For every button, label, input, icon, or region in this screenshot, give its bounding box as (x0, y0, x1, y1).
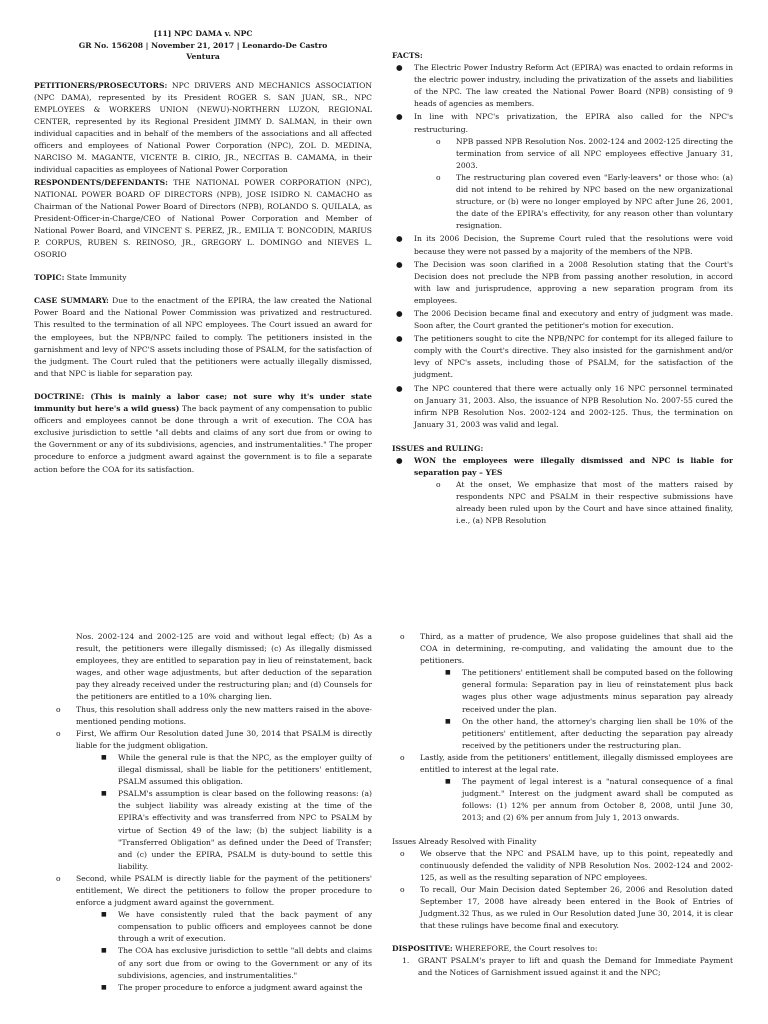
issues-list (392, 455, 733, 528)
circle-bullet-icon: o (436, 480, 441, 490)
facts-subitem: o NPB passed NPB Resolution Nos. 2002-124 and 2002-125 directing the termination from service of all NPC employees effective January 31, 2003. (436, 136, 733, 170)
facts-subitem: o The restructuring plan covered even "Early-leavers" or those who: (a) did not intend to be rehired by NPC based on the new organizational structure, or (b) were no longer employed by NPC after June 26, 2001, the date of the EPIRA's effectivity, for any reason other than voluntary resignation. (436, 172, 733, 231)
bullet-icon: ● (396, 456, 403, 465)
doctrine-paragraph (34, 391, 372, 476)
square-bullet-icon: ■ (101, 790, 107, 798)
ruling-detail: ■ PSALM's assumption is clear based on the following reasons: (a) the subject liability was already existing at the time of the EPIRA's effectivity and was transferred from NPC to PSALM by virtue of Section 49 of the law; (b) the subject liability is a "Transferred Obligation" as defined under the Deed of Transfer; and (c) under the EPIRA, PSALM is duty-bound to settle this liability. (101, 789, 372, 871)
ruling-detail: ■ On the other hand, the attorney's charging lien shall be 10% of the petitioners' entitlement, after deducting the separation pay already received by the petitioners under the restructuring plan. (445, 716, 733, 750)
ruling-subitem: o Second, while PSALM is directly liable for the payment of the petitioners' entitlement, We direct the petitioners to follow the proper procedure to enforce a judgment award against the government. ■ We have consistently ruled that the back payment of any compensation to public officers and employees cannot be done through a writ of execution. ■ The COA has exclusive jurisdiction to settle "all debts and claims of any sort due from or owing to the Government or any of its subdivisions, agencies, and instrumentalities." ■ The proper procedure to enforce a judgment award against the (54, 873, 372, 994)
square-bullet-icon: ■ (445, 669, 451, 677)
ruling-list (54, 704, 372, 994)
petitioners-paragraph (34, 80, 372, 177)
topic-label: TOPIC: (34, 273, 65, 283)
facts-item: ● The Electric Power Industry Reform Act (EPIRA) was enacted to ordain reforms in the electric power industry, including the privatization of the assets and liabilities of the NPC. The law created the National Power Board (NPB) consisting of 9 heads of agencies as members. (396, 63, 733, 109)
bullet-icon: ● (396, 334, 403, 344)
page1-right-column (392, 50, 733, 560)
ruling-subitem: o At the onset, We emphasize that most of the matters raised by respondents NPC and PSALM in their respective submissions have already been ruled upon by the Court and have since attained finality, i.e., (a) NPB Resolution (436, 480, 733, 526)
topic-paragraph (34, 272, 372, 284)
ruling-subitem: o First, We affirm Our Resolution dated June 30, 2014 that PSALM is directly liable for the judgment obligation. ■ While the general rule is that the NPC, as the employer guilty of illegal dismissal, shall be liable for the petitioners' entitlement, PSALM assumed this obligation. ■ PSALM's assumption is clear based on the following reasons: (a) the subject liability was already existing at the time of the EPIRA's effectivity and was transferred from NPC to PSALM by virtue of Section 49 of the law; (b) the subject liability is a "Transferred Obligation" as defined under the Deed of Transfer; and (c) under the EPIRA, PSALM is duty-bound to settle this liability. (54, 728, 372, 873)
case-summary-paragraph (34, 295, 372, 380)
dispositive-item: 1. GRANT PSALM's prayer to lift and quash the Demand for Immediate Payment and the Notices of Garnishment issued against it and the NPC; (402, 956, 733, 978)
dispositive-number: 1. (402, 956, 410, 966)
case-title: [11] NPC DAMA v. NPC (153, 29, 253, 38)
bullet-icon: ● (396, 234, 403, 244)
page-gap (0, 560, 768, 615)
facts-item: ● The NPC countered that there were actually only 16 NPC personnel terminated on January 31, 2003. Also, the issuance of NPB Resolution No. 2007-55 cured the infirm NPB Resolution Nos. 2002-124 and 2002-125. Thus, the termination on January 31, 2003 was valid and legal. (396, 383, 733, 429)
resolved-item: o To recall, Our Main Decision dated September 26, 2006 and Resolution dated September 17, 2008 have already been entered in the Book of Entries of Judgment.32 Thus, as we ruled in Our Resolution dated June 30, 2014, it is clear that these rulings have become final and executory. (400, 884, 733, 931)
ruling-detail: ■ The COA has exclusive jurisdiction to settle "all debts and claims of any sort due from or owing to the Government or any of its subdivisions, agencies, and instrumentalities." (101, 946, 372, 980)
facts-list (392, 62, 733, 431)
respondents-paragraph (34, 177, 372, 262)
petitioners-text: NPC DRIVERS AND MECHANICS ASSOCIATION (NPC DAMA), represented by its President ROGER S. SAN JUAN, SR., NPC EMPLOYEES & WORKERS UNION (NEWU)-NORTHERN LUZON, REGIONAL CENTER, represented by its Regional President JIMMY D. SALMAN, in their own individual capacities and in behalf of the members of the associations and all affected officers and employees of National Power Corporation (NPC), ZOL D. MEDINA, NARCISO M. MAGANTE, VICENTE B. CIRIO, JR., NECITAS B. CAMAMA, in their individual capacities as employees of National Power Corporation (34, 80, 372, 175)
square-bullet-icon: ■ (445, 717, 451, 725)
bullet-icon: ● (396, 259, 403, 269)
digest-author: Ventura (186, 52, 220, 62)
circle-bullet-icon: o (56, 704, 61, 714)
case-citation: GR No. 156208 | November 21, 2017 | Leonardo-De Castro (78, 40, 328, 50)
resolved-item: o We observe that the NPC and PSALM have, up to this point, repeatedly and continuously defended the validity of NPB Resolution Nos. 2002-124 and 2002-125, as well as the resulting separation of NPC employees. (400, 848, 733, 882)
page2-left-column (34, 631, 372, 1024)
ruling-detail: ■ The petitioners' entitlement shall be computed based on the following general formula: Separation pay in lieu of reinstatement plus back wages plus other wage adjustments minus separation pay already received under the plan. (445, 668, 733, 714)
square-bullet-icon: ■ (445, 778, 451, 786)
facts-item: ● In line with NPC's privatization, the EPIRA also called for the NPC's restructuring. o NPB passed NPB Resolution Nos. 2002-124 and 2002-125 directing the termination from service of all NPC employees effective January 31, 2003. o The restructuring plan covered even "Early-leavers" or those who: (a) did not intend to be rehired by NPC based on the new organizational structure, or (b) were no longer employed by NPC after June 26, 2001, the date of the EPIRA's effectivity, for any reason other than voluntary resignation. (392, 111, 733, 232)
square-bullet-icon: ■ (101, 753, 107, 761)
bullet-icon: ● (396, 112, 403, 122)
issues-resolved-heading: Issues Already Resolved with Finality (392, 836, 537, 846)
circle-bullet-icon: o (56, 728, 61, 738)
ruling-list-continued (398, 631, 733, 825)
issues-heading: ISSUES and RULING: (392, 443, 484, 453)
ruling-detail: ■ The payment of legal interest is a "natural consequence of a final judgment." Interest on the judgment award shall be computed as follows: (1) 12% per annum from October 8, 2008, until June 30, 2013; and (2) 6% per annum from July 1, 2013 onwards. (445, 777, 733, 823)
square-bullet-icon: ■ (101, 911, 107, 919)
petitioners-label: PETITIONERS/PROSECUTORS: (34, 80, 168, 90)
ruling-detail: ■ The proper procedure to enforce a judgment award against the (96, 982, 372, 994)
facts-item: ● The 2006 Decision became final and executory and entry of judgment was made. Soon after, the Court granted the petitioner's motion for execution. (396, 308, 733, 331)
circle-bullet-icon: o (400, 752, 405, 762)
issues-resolved-list (398, 848, 733, 933)
bullet-icon: ● (396, 383, 403, 393)
case-summary-text: Due to the enactment of the EPIRA, the law created the National Power Board and the National Power Commission was privatized and restructured. This resulted to the termination of all NPC employees. The Court issued an award for the employees, but the NPB/NPC failed to comply. The petitioners insisted in the garnishment and levy of NPC'S assets including those of PSALM, for the satisfaction of the judgment. The Court ruled that the petitioners were actually illegally dismissed, and that NPC is liable for separation pay. (34, 296, 372, 378)
square-bullet-icon: ■ (101, 983, 107, 991)
page2-right-column (392, 631, 733, 1024)
bullet-icon: ● (396, 63, 403, 73)
facts-item: ● The petitioners sought to cite the NPB/NPC for contempt for its alleged failure to comply with the Court's directive. They also insisted for the garnishment and/or levy of NPC's assets, including those of PSALM, for the satisfaction of the judgment. (396, 334, 733, 380)
dispositive-list (392, 955, 733, 979)
doctrine-text: The back payment of any compensation to public officers and employees cannot be done through a writ of execution. The COA has exclusive jurisdiction to settle "all debts and claims of any sort due from or owing to the Government or any of its subdivisions, agencies, and instrumentalities." The proper procedure to enforce a judgment award against the government is to file a separate action before the COA for its satisfaction. (34, 404, 372, 474)
ruling-subitem: o Thus, this resolution shall address only the new matters raised in the above-mentioned pending motions. (56, 704, 372, 726)
issue-item: ● WON the employees were illegally dismissed and NPC is liable for separation pay – YES o At the onset, We emphasize that most of the matters raised by respondents NPC and PSALM in their respective submissions have already been ruled upon by the Court and have since attained finality, i.e., (a) NPB Resolution (392, 455, 733, 528)
respondents-label: RESPONDENTS/DEFENDANTS: (34, 177, 168, 187)
document-page-2 (0, 615, 768, 1024)
bullet-icon: ● (396, 308, 403, 318)
respondents-text: THE NATIONAL POWER CORPORATION (NPC), NATIONAL POWER BOARD OF DIRECTORS (NPB), JOSE ISIDRO N. CAMACHO as Chairman of the National Power Board of Directors (NPB), ROLANDO S. QUILALA, as President-Officer-in-Charge/CEO of National Power Corporation and Member of National Power Board, and VINCENT S. PEREZ, JR., EMILIA T. BONCODIN, MARIUS P. CORPUS, RUBEN S. REINOSO, JR., GREGORY L. DOMINGO and NIEVES L. OSORIO (34, 177, 372, 260)
case-summary-label: CASE SUMMARY: (34, 296, 109, 306)
circle-bullet-icon: o (436, 136, 441, 146)
dispositive-paragraph (392, 943, 733, 955)
circle-bullet-icon: o (436, 172, 441, 182)
square-bullet-icon: ■ (101, 947, 107, 955)
ruling-subitem: o Lastly, aside from the petitioners' entitlement, illegally dismissed employees are entitled to interest at the legal rate. ■ The payment of legal interest is a "natural consequence of a final judgment." Interest on the judgment award shall be computed as follows: (1) 12% per annum from October 8, 2008, until June 30, 2013; and (2) 6% per annum from July 1, 2013 onwards. (398, 752, 733, 825)
circle-bullet-icon: o (400, 632, 405, 641)
ruling-detail: ■ We have consistently ruled that the back payment of any compensation to public officers and employees cannot be done through a writ of execution. (101, 910, 372, 944)
circle-bullet-icon: o (400, 848, 405, 858)
dispositive-label: DISPOSITIVE: (392, 944, 453, 954)
doctrine-label: DOCTRINE: (This is mainly a labor case; not sure why it's under state immunity but here's a wild guess) (34, 391, 372, 414)
facts-item: ● In its 2006 Decision, the Supreme Court ruled that the resolutions were void because they were not passed by a majority of the members of the NPB. (396, 234, 733, 256)
dispositive-text: WHEREFORE, the Court resolves to: (452, 944, 598, 954)
ruling-detail: ■ While the general rule is that the NPC, as the employer guilty of illegal dismissal, shall be liable for the petitioners' entitlement, PSALM assumed this obligation. (101, 752, 372, 787)
page1-left-column (34, 28, 372, 560)
circle-bullet-icon: o (400, 884, 405, 894)
facts-heading: FACTS: (392, 51, 423, 60)
topic-text: State Immunity (64, 273, 127, 283)
circle-bullet-icon: o (56, 873, 61, 883)
facts-item: ● The Decision was soon clarified in a 2008 Resolution stating that the Court's Decision does not preclude the NPB from passing another resolution, in accord with law and jurisprudence, approving a new separation program from its employees. (396, 259, 733, 305)
ruling-subitem: o Third, as a matter of prudence, We also propose guidelines that shall aid the COA in determining, re-computing, and validating the amount due to the petitioners. ■ The petitioners' entitlement shall be computed based on the following general formula: Separation pay in lieu of reinstatement plus back wages plus other wage adjustments minus separation pay already received under the plan. ■ On the other hand, the attorney's charging lien shall be 10% of the petitioners' entitlement, after deducting the separation pay already received by the petitioners under the restructuring plan. (398, 631, 733, 752)
ruling-continuation: Nos. 2002-124 and 2002-125 are void and without legal effect; (b) As a result, the petitioners were illegally dismissed; (c) As illegally dismissed employees, they are entitled to separation pay in lieu of reinstatement, back wages, and other wage adjustments, but after deduction of the separation pay they already received under the restructuring plan; and (d) Counsels for the petitioners are entitled to a 10% charging lien. (76, 632, 372, 702)
